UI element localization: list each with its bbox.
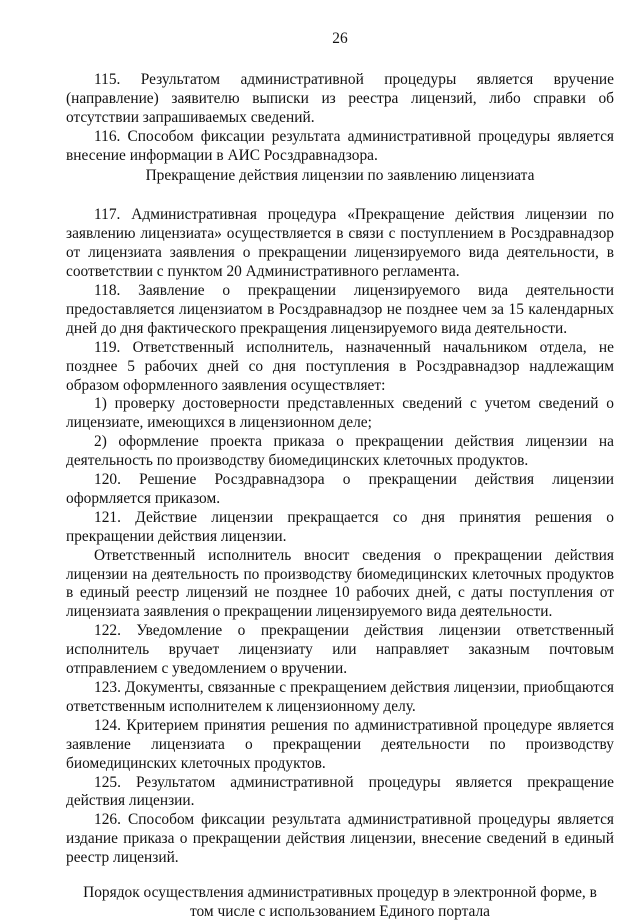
paragraph-121-continued: Ответственный исполнитель вносит сведения о прекращении действия лицензии на деятельность по производству биомедицинских клеточных продуктов в единый реестр лицензий не позднее 10 рабочих дней, с даты поступления от лицензиата заявления о прекращении лицензируемого вида деятельности. [66, 546, 614, 621]
paragraph-119-item-1: 1) проверку достоверности представленных сведений с учетом сведений о лицензиате, имеющихся в лицензионном деле; [66, 395, 614, 432]
paragraph-122: 122. Уведомление о прекращении действия лицензии ответственный исполнитель вручает лицензиату или направляет заказным почтовым отправлением с уведомлением о вручении. [66, 622, 614, 678]
paragraph-126: 126. Способом фиксации результата административной процедуры является издание приказа о прекращении действия лицензии, внесение сведений в единый реестр лицензий. [66, 811, 614, 867]
paragraph-116: 116. Способом фиксации результата административной процедуры является внесение информации в АИС Росздравнадзора. [66, 127, 614, 164]
paragraph-123: 123. Документы, связанные с прекращением действия лицензии, приобщаются ответственным исполнителем к лицензионному делу. [66, 679, 614, 715]
paragraph-115: 115. Результатом административной процедуры является вручение (направление) заявителю выписки из реестра лицензий, либо справки об отсутствии запрашиваемых сведений. [66, 70, 614, 126]
paragraph-119: 119. Ответственный исполнитель, назначенный начальником отдела, не позднее 5 рабочих дней со дня поступления в Росздравнадзор надлежащим образом оформленного заявления осуществляет: [66, 338, 614, 394]
paragraph-120: 120. Решение Росздравнадзора о прекращении действия лицензии оформляется приказом. [66, 471, 614, 507]
page-number: 26 [332, 30, 348, 47]
paragraph-121: 121. Действие лицензии прекращается со дня принятия решения о прекращении действия лицензии. [66, 508, 614, 545]
paragraph-124: 124. Критерием принятия решения по административной процедуре является заявление лицензиата о прекращении деятельности по производству биомедицинских клеточных продуктов. [66, 716, 614, 772]
section-heading: Прекращение действия лицензии по заявлению лицензиата [145, 167, 535, 185]
paragraph-125: 125. Результатом административной процедуры является прекращение действия лицензии. [66, 773, 614, 810]
final-heading: Порядок осуществления административных процедур в электронной форме, в том числе с использованием Единого портала [83, 884, 597, 920]
paragraph-118: 118. Заявление о прекращении лицензируемого вида деятельности предоставляется лицензиатом в Росздравнадзор не позднее чем за 15 календарных дней до дня фактического прекращения лицензируемого вида деятельности. [66, 281, 614, 337]
paragraph-117: 117. Административная процедура «Прекращение действия лицензии по заявлению лицензиата» осуществляется в связи с поступлением в Росздравнадзор от лицензиата заявления о прекращении лицензируемого вида деятельности, в соответствии с пунктом 20 Административного регламента. [66, 206, 614, 281]
paragraph-119-item-2: 2) оформление проекта приказа о прекращении действия лицензии на деятельность по производству биомедицинских клеточных продуктов. [66, 433, 614, 470]
